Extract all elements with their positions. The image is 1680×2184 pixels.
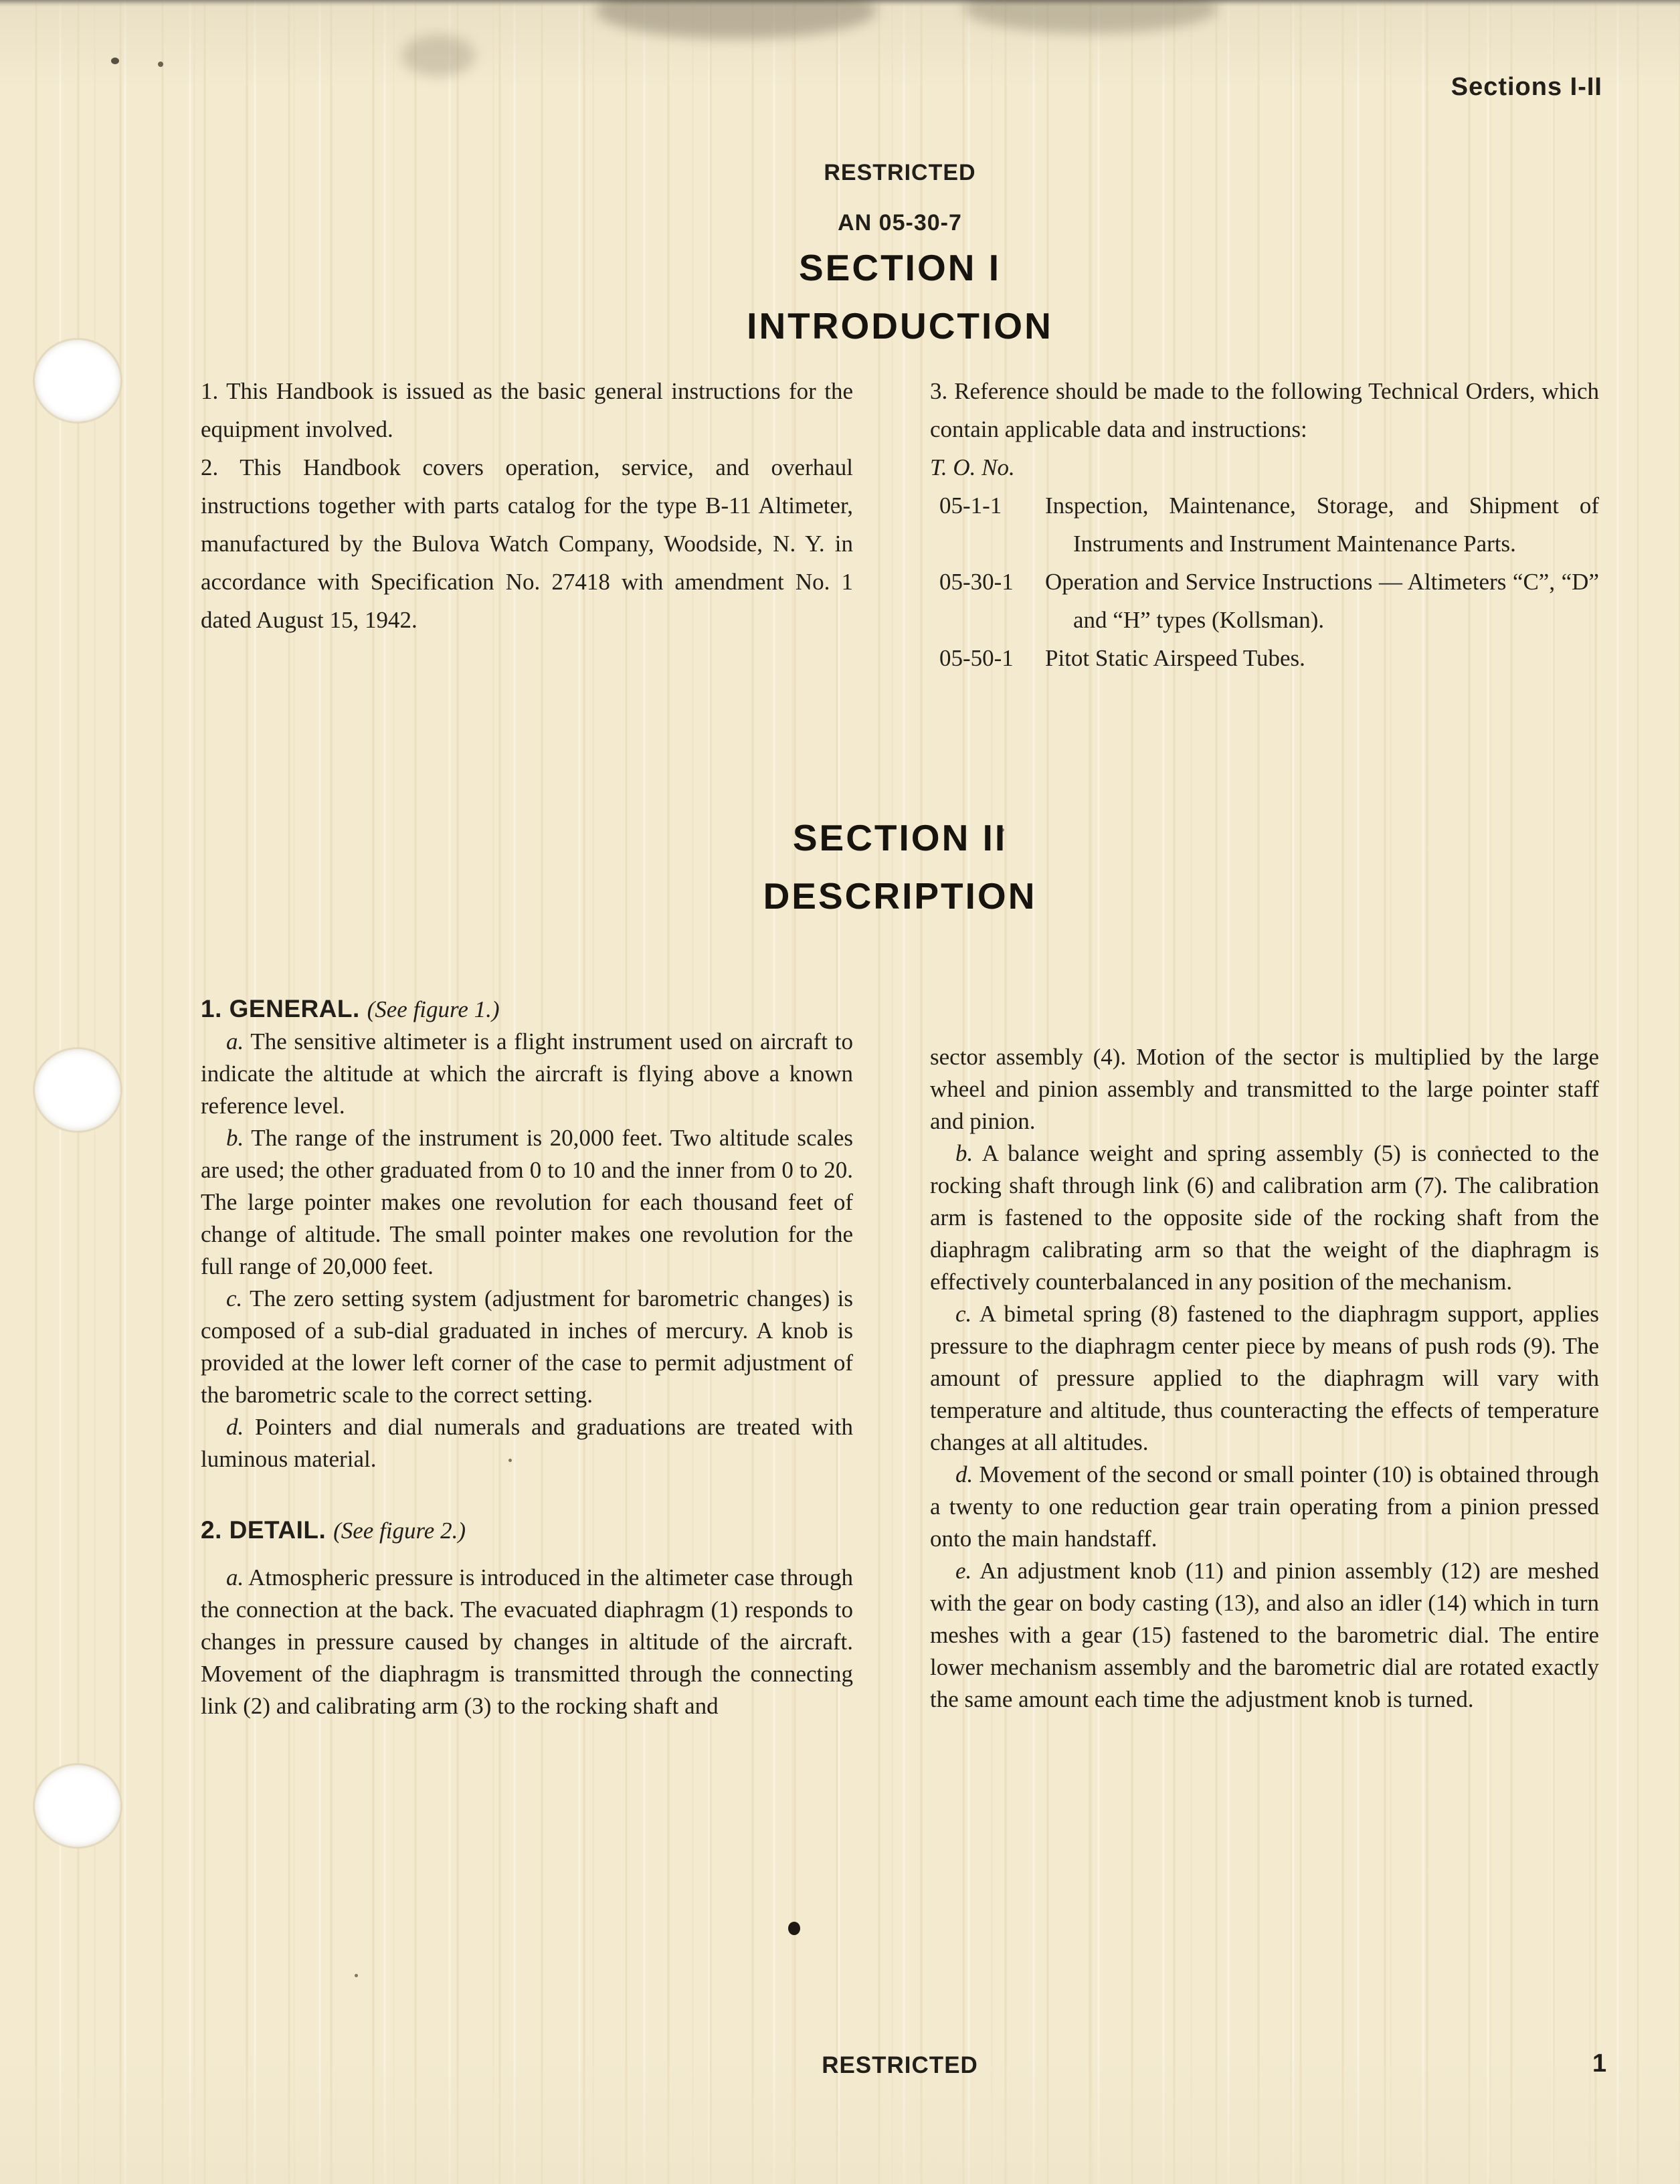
paragraph-marker: b.: [226, 1125, 244, 1151]
paragraph: [201, 1562, 853, 1722]
to-description: Operation and Service Instructions — Altimeters “C”, “D” and “H” types (Kollsman).: [1045, 569, 1599, 633]
scan-smudge: [595, 0, 876, 39]
detail-heading-label: 2. DETAIL.: [201, 1516, 326, 1544]
to-description: Inspection, Maintenance, Storage, and Shipment of Instruments and Instrument Maintenance Parts.: [1045, 492, 1599, 557]
paragraph-marker: a.: [226, 1028, 244, 1055]
to-description: Pitot Static Airspeed Tubes.: [1045, 645, 1305, 671]
paragraph: [930, 372, 1599, 448]
paragraph: [201, 1411, 853, 1475]
paragraph: [201, 1283, 853, 1411]
section2-left-column: [201, 993, 853, 1722]
page-header: [201, 154, 1599, 242]
to-number: 05-50-1: [939, 645, 1014, 671]
paragraph-text: A balance weight and spring assembly (5) is connected to the rocking shaft through link (6) and calibration arm (7). The calibration arm is fastened to the opposite side of the rocking shaft from the diaphragm calibrating arm so that the weight of the diaphragm is effectively counterbalanced in any position of the mechanism.: [930, 1140, 1599, 1295]
section1-subtitle: INTRODUCTION: [747, 305, 1053, 347]
punch-hole: [35, 340, 120, 422]
paragraph: [930, 1555, 1599, 1716]
header-section-ref: Sections I-II: [1451, 73, 1602, 101]
section1-title: SECTION I: [798, 247, 1002, 288]
section2-title: SECTION II: [792, 817, 1008, 858]
general-heading: [201, 993, 853, 1026]
to-list-item: [930, 639, 1599, 677]
header-classification: RESTRICTED: [824, 160, 976, 185]
footer-classification: RESTRICTED: [822, 2052, 978, 2078]
paragraph-text: Atmospheric pressure is introduced in the altimeter case through the connection at the back. The evacuated diaphragm (1) responds to changes in pressure caused by changes in altitude of the aircraft. Movement of the diaphragm is transmitted through the connecting link (2) and calibrating arm (3) to the rocking shaft and: [201, 1564, 853, 1719]
paragraph-marker: 2.: [201, 454, 219, 480]
paragraph-marker: a.: [226, 1564, 244, 1590]
section2-subtitle: DESCRIPTION: [763, 875, 1037, 917]
to-number: 05-1-1: [939, 492, 1002, 519]
to-list-item: [930, 486, 1599, 563]
scan-smudge: [401, 35, 475, 76]
figure-note: (See figure 1.): [367, 996, 500, 1022]
paragraph-marker: c.: [955, 1301, 972, 1327]
figure-note: (See figure 2.): [333, 1518, 466, 1544]
section2-right-column: [930, 993, 1599, 1716]
paragraph-marker: e.: [955, 1558, 972, 1584]
paragraph-text: Pointers and dial numerals and graduations are treated with luminous material.: [201, 1414, 853, 1472]
paragraph-text: The sensitive altimeter is a flight instrument used on aircraft to indicate the altitude at which the aircraft is flying above a known reference level.: [201, 1028, 853, 1119]
general-heading-label: 1. GENERAL.: [201, 995, 360, 1022]
to-number: 05-30-1: [939, 569, 1014, 595]
paragraph-text: sector assembly (4). Motion of the sector is multiplied by the large wheel and pinion assembly and transmitted to the large pointer staff and pinion.: [930, 1044, 1599, 1134]
paragraph: [930, 1138, 1599, 1298]
to-list-heading: T. O. No.: [930, 454, 1015, 480]
section1-heading: [201, 249, 1599, 345]
section1-right-column: [930, 372, 1599, 677]
punch-hole: [35, 1765, 120, 1847]
paragraph-marker: d.: [955, 1461, 973, 1487]
paragraph-marker: d.: [226, 1414, 244, 1440]
page-number: 1: [1592, 2050, 1607, 2078]
paper-speck: [355, 1974, 358, 1977]
ink-dot: [158, 62, 163, 67]
paragraph-marker: b.: [955, 1140, 973, 1166]
paragraph: [930, 1041, 1599, 1138]
to-list-item: [930, 563, 1599, 639]
header-doc-number: AN 05-30-7: [838, 210, 962, 236]
paragraph-text: The zero setting system (adjustment for barometric changes) is composed of a sub-dial graduated in inches of mercury. A knob is provided at the lower left corner of the case to permit adjustment of the barometric scale to the correct setting.: [201, 1285, 853, 1408]
paragraph-text: The range of the instrument is 20,000 feet. Two altitude scales are used; the other graduated from 0 to 10 and the inner from 0 to 20. The large pointer makes one revolution for each thousand feet of change of altitude. The small pointer makes one revolution for the full range of 20,000 feet.: [201, 1125, 853, 1279]
paragraph-marker: 1.: [201, 378, 219, 404]
paragraph-marker: c.: [226, 1285, 243, 1311]
paragraph: [930, 1459, 1599, 1555]
paragraph-text: Movement of the second or small pointer (10) is obtained through a twenty to one reduction gear train operating from a pinion pressed onto the main handstaff.: [930, 1461, 1599, 1552]
paragraph-text: A bimetal spring (8) fastened to the diaphragm support, applies pressure to the diaphragm center piece by means of push rods (9). The amount of pressure applied to the diaphragm will vary with temperature and altitude, thus counteracting the effects of temperature changes at all altitudes.: [930, 1301, 1599, 1455]
paragraph-text: This Handbook covers operation, service, and overhaul instructions together with parts catalog for the type B-11 Altimeter, manufactured by the Bulova Watch Company, Woodside, N. Y. in accordance with Specification No. 27418 with amendment No. 1 dated August 15, 1942.: [201, 454, 854, 633]
punch-hole: [35, 1049, 120, 1131]
detail-heading: [201, 1514, 853, 1547]
scan-smudge: [963, 0, 1218, 33]
section2-heading: [201, 819, 1599, 915]
paragraph-text: An adjustment knob (11) and pinion assembly (12) are meshed with the gear on body casting (13), and also an idler (14) which in turn meshes with a gear (15) fastened to the barometric dial. The entire lower mechanism assembly and the barometric dial are rotated exactly the same amount each time the adjustment knob is turned.: [930, 1558, 1599, 1712]
paragraph: [201, 448, 853, 639]
paragraph-text: This Handbook is issued as the basic general instructions for the equipment involved.: [201, 378, 853, 442]
paragraph: [201, 1122, 853, 1283]
paragraph: [930, 1298, 1599, 1459]
ink-dot: [111, 58, 119, 64]
paragraph-text: Reference should be made to the following Technical Orders, which contain applicable data and instructions:: [930, 378, 1600, 442]
paragraph: [201, 372, 853, 448]
ink-bullet-mark: [788, 1922, 800, 1935]
section1-left-column: [201, 372, 853, 639]
paragraph: [201, 1026, 853, 1122]
paragraph-marker: 3.: [930, 378, 948, 404]
